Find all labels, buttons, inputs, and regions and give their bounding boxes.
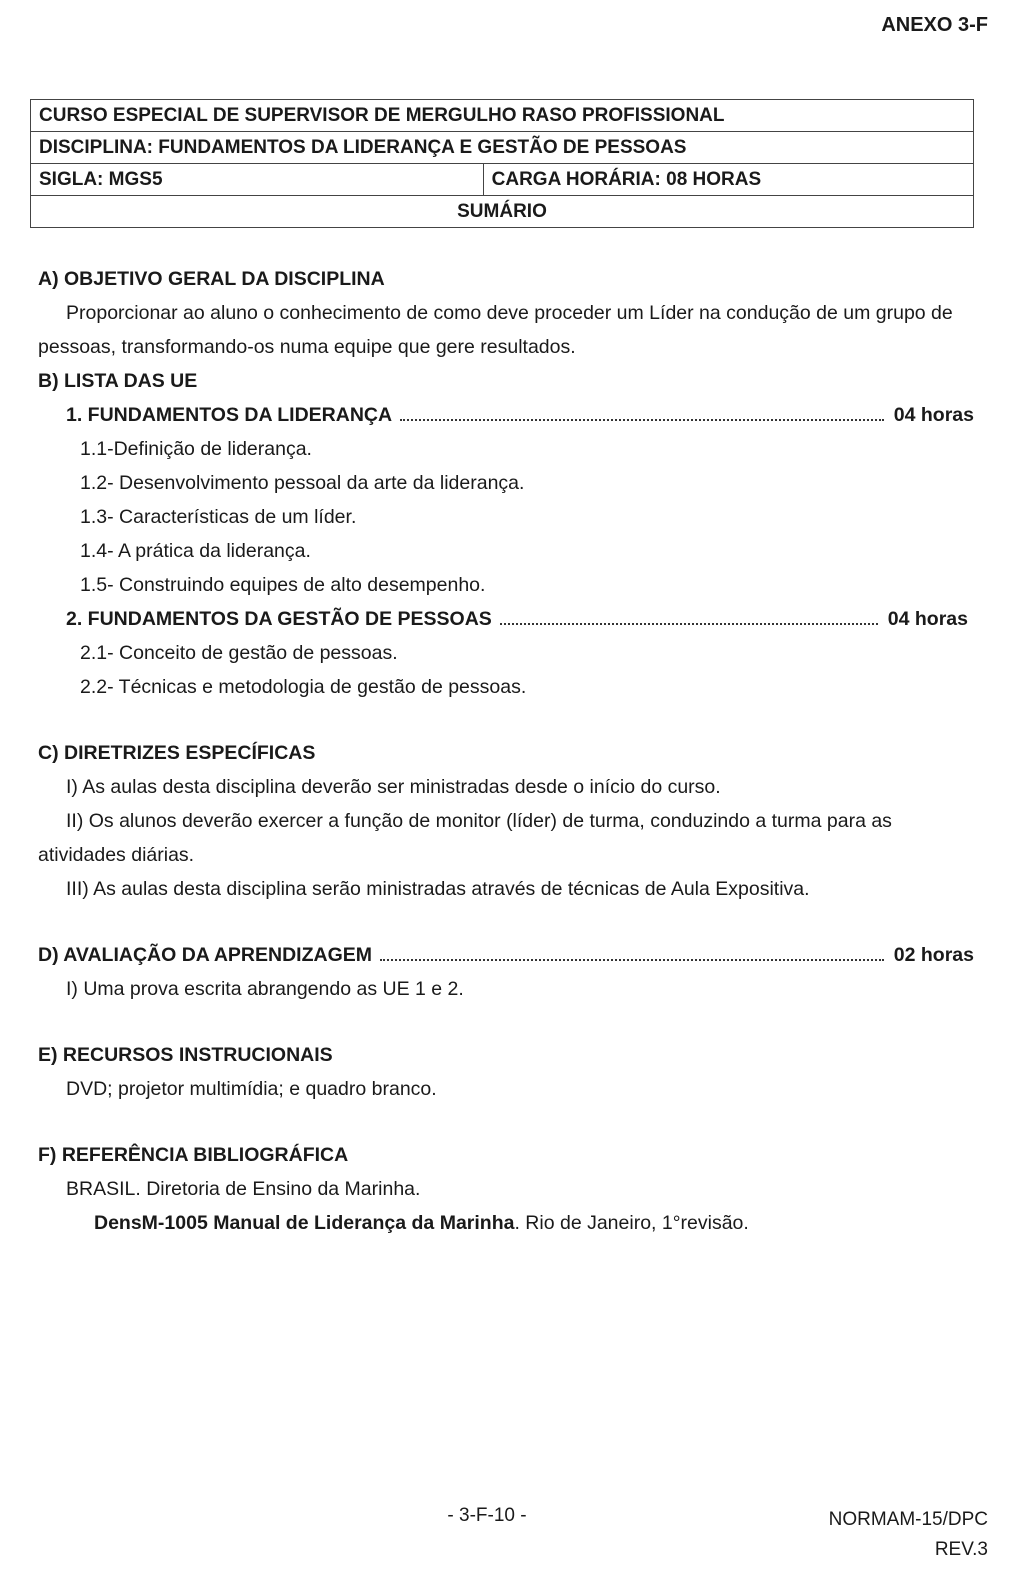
course-name: CURSO ESPECIAL DE SUPERVISOR DE MERGULHO RASO PROFISSIONAL (31, 100, 974, 132)
guideline-item: II) Os alunos deverão exercer a função de monitor (líder) de turma, conduzindo a turma para as atividades diárias. (38, 810, 892, 866)
section-e-title: E) RECURSOS INSTRUCIONAIS (38, 1044, 333, 1066)
summary-heading: SUMÁRIO (31, 196, 974, 228)
evaluation-item: I) Uma prova escrita abrangendo as UE 1 e 2. (66, 978, 464, 1000)
unit-item: 1.3- Características de um líder. (80, 506, 357, 528)
unit-1-hours: 04 horas (893, 404, 974, 426)
section-f-title: F) REFERÊNCIA BIBLIOGRÁFICA (38, 1144, 349, 1166)
discipline-code: SIGLA: MGS5 (31, 164, 484, 196)
section-a-text: Proporcionar ao aluno o conhecimento de como deve proceder um Líder na condução de um grupo de pessoas, transformando-os numa equipe que gere resultados. (38, 302, 953, 358)
section-b-title: B) LISTA DAS UE (38, 370, 198, 392)
reference-author: BRASIL. Diretoria de Ensino da Marinha. (66, 1178, 421, 1200)
reference-work-title: DensM-1005 Manual de Liderança da Marinha (94, 1212, 515, 1234)
unit-item: 1.1-Definição de liderança. (80, 438, 312, 460)
dot-leader (380, 959, 884, 961)
unit-item: 1.5- Construindo equipes de alto desempenho. (80, 574, 486, 596)
unit-item: 1.2- Desenvolvimento pessoal da arte da liderança. (80, 472, 525, 494)
section-c-title: C) DIRETRIZES ESPECÍFICAS (38, 742, 316, 764)
reference-work-rest: . Rio de Janeiro, 1°revisão. (514, 1212, 749, 1234)
unit-2-title: 2. FUNDAMENTOS DA GESTÃO DE PESSOAS (66, 608, 492, 630)
course-header-table (30, 99, 974, 228)
section-d-hours: 02 horas (893, 944, 974, 966)
section-d-heading (38, 938, 978, 972)
footer-norm-block (829, 1505, 988, 1565)
document-body (38, 262, 978, 1240)
unit-2-heading (38, 602, 978, 636)
norm-code: NORMAM-15/DPC (828, 1509, 988, 1530)
discipline-name: DISCIPLINA: FUNDAMENTOS DA LIDERANÇA E GESTÃO DE PESSOAS (31, 132, 974, 164)
dot-leader (500, 623, 878, 625)
revision: REV.3 (934, 1539, 988, 1560)
unit-item: 2.2- Técnicas e metodologia de gestão de pessoas. (80, 676, 527, 698)
page-number: - 3-F-10 - (447, 1505, 527, 1526)
dot-leader (400, 419, 884, 421)
reference-work (38, 1206, 978, 1240)
unit-1-title: 1. FUNDAMENTOS DA LIDERANÇA (66, 404, 393, 426)
guideline-item: III) As aulas desta disciplina serão ministradas através de técnicas de Aula Expositiva. (66, 878, 810, 900)
unit-item: 1.4- A prática da liderança. (80, 540, 311, 562)
section-a-title: A) OBJETIVO GERAL DA DISCIPLINA (38, 268, 385, 290)
section-d-title: D) AVALIAÇÃO DA APRENDIZAGEM (38, 944, 373, 966)
unit-item: 2.1- Conceito de gestão de pessoas. (80, 642, 398, 664)
guideline-item: I) As aulas desta disciplina deverão ser ministradas desde o início do curso. (66, 776, 721, 798)
section-e-text: DVD; projetor multimídia; e quadro branco. (66, 1078, 437, 1100)
unit-2-hours: 04 horas (887, 608, 968, 630)
annex-label: ANEXO 3-F (881, 14, 988, 36)
workload: CARGA HORÁRIA: 08 HORAS (483, 164, 973, 196)
unit-1-heading (38, 398, 978, 432)
